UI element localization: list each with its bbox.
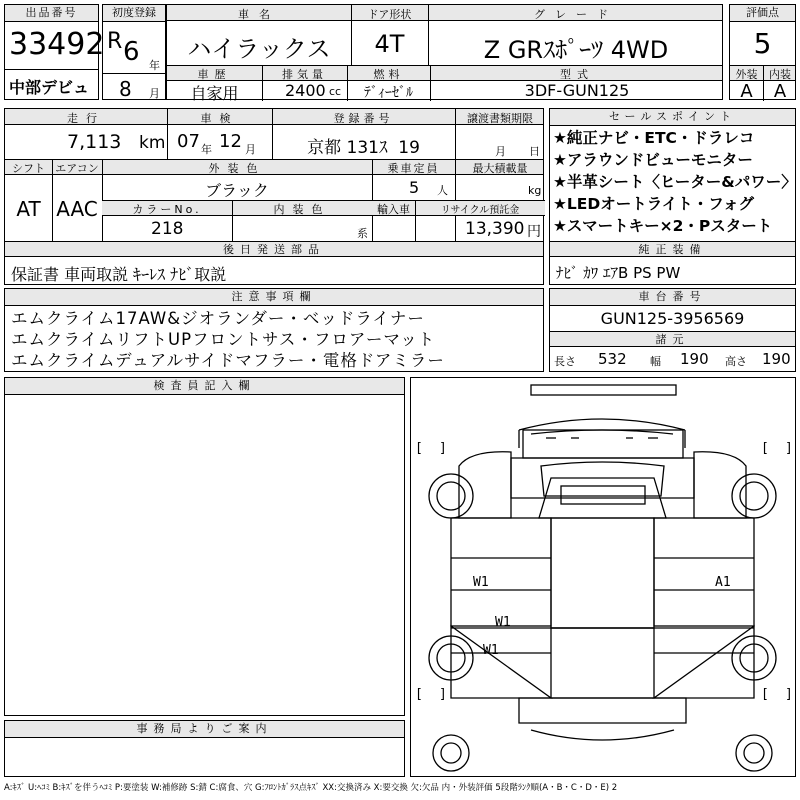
door-label: ドア形状	[367, 8, 412, 21]
bracket-right-bottom: [	[761, 687, 769, 702]
mileage-label: 走行	[67, 112, 105, 125]
interior-grade: A	[773, 81, 787, 102]
inspection-year: 07	[177, 131, 200, 152]
color-label: 外装色	[208, 162, 266, 175]
length-label: 長さ	[554, 355, 576, 368]
later-docs-label: 後日発送部品	[5, 242, 543, 257]
lot-number-label: 出品番号	[5, 5, 98, 22]
model: 3DF-GUN125	[524, 81, 630, 100]
score: 5	[753, 27, 772, 60]
first-registration-block	[102, 4, 166, 100]
shift-label: シフト	[12, 162, 45, 175]
displacement-unit: cc	[329, 85, 342, 98]
color-no-label: カラーNo.	[132, 203, 202, 216]
equipment: ﾅﾋﾞ ｶﾜ ｴｱB PS PW	[556, 264, 681, 282]
aircon: AAC	[56, 197, 98, 221]
exterior-color: ブラック	[205, 181, 269, 200]
dims-label: 諸元	[550, 332, 795, 347]
note-line-1: エムクライム17AW&ジオランダー・ベッドライナー	[11, 309, 425, 328]
bracket-right-top-close: ]	[785, 441, 793, 456]
damage-mark-w1-rear-left: W1	[483, 643, 499, 658]
month-value: 8	[119, 77, 132, 101]
displacement: 2400	[285, 81, 326, 100]
chassis-block	[549, 288, 796, 372]
bracket-left-top-close: ]	[439, 441, 447, 456]
bracket-right-top: [	[761, 441, 769, 456]
sales-points-label: セールスポイント	[550, 109, 795, 126]
load-label: 最大積載量	[472, 162, 528, 175]
inspection-label: 車検	[200, 112, 239, 125]
interior-color-label: 内装色	[273, 203, 331, 216]
recycle-fee: 13,390	[465, 219, 525, 239]
recycle-label: リサイクル預託金	[440, 205, 520, 216]
sales-point-2: ★アラウンドビューモニター	[553, 151, 753, 169]
lot-number-block	[4, 4, 105, 100]
debut-label: 中部デビュ	[9, 78, 90, 97]
width-label: 幅	[650, 355, 661, 368]
interior-color-unit: 系	[357, 227, 368, 240]
fuel-label: 燃料	[373, 68, 404, 81]
model-label: 型式	[560, 68, 594, 81]
transfer-day-unit: 日	[529, 145, 540, 158]
interior-label: 内装	[769, 68, 791, 81]
note-line-3: エムクライムデュアルサイドマフラー・電格ドアミラー	[11, 351, 445, 370]
recycle-fee-unit: 円	[527, 224, 541, 240]
vehicle-diagram-block	[410, 377, 796, 777]
length: 532	[598, 350, 627, 368]
vehicle-info-block	[166, 4, 723, 103]
transfer-label: 譲渡書類期限	[467, 112, 533, 125]
inspector-label: 検査員記入欄	[5, 378, 404, 395]
chassis-label: 車台番号	[550, 289, 795, 306]
equipment-label: 純正装備	[550, 242, 795, 257]
chassis-number: GUN125-3956569	[600, 309, 745, 328]
exterior-label: 外装	[735, 68, 758, 81]
capacity-unit: 人	[437, 184, 448, 197]
month-unit: 月	[149, 87, 160, 100]
capacity-label: 乗車定員	[387, 162, 440, 175]
height-label: 高さ	[725, 355, 747, 368]
capacity: 5	[409, 178, 420, 197]
detail-block	[4, 108, 544, 285]
exterior-grade: A	[740, 81, 753, 102]
fuel: ﾃﾞｨｰｾﾞﾙ	[364, 85, 413, 101]
mileage-unit: km	[139, 133, 166, 153]
grade-label: グレード	[534, 8, 618, 21]
vehicle-diagram	[411, 378, 794, 775]
sales-point-1: ★純正ナビ・ETC・ドラレコ	[553, 129, 755, 147]
lot-number: 33492	[9, 27, 105, 62]
bracket-left-top: [	[415, 441, 423, 456]
office-block	[4, 720, 405, 777]
inspector-block	[4, 377, 405, 716]
damage-mark-w1-left-door: W1	[473, 575, 489, 590]
damage-mark-w1-center: W1	[495, 615, 511, 630]
mileage: 7,113	[67, 131, 122, 153]
door-shape: 4T	[374, 30, 405, 58]
load-unit: kg	[528, 184, 542, 197]
damage-mark-a1-right-door: A1	[715, 575, 731, 590]
plate-number: 京都 131ｽ 19	[307, 138, 420, 158]
sales-point-4: ★LEDオートライト・フォグ	[553, 195, 754, 213]
import-label: 輸入車	[377, 203, 410, 216]
shift: AT	[16, 197, 41, 221]
notes-block	[4, 288, 544, 372]
height: 190	[762, 350, 791, 368]
first-registration-label: 初度登録	[103, 5, 165, 22]
history-label: 車歴	[197, 68, 232, 81]
history: 自家用	[190, 84, 239, 103]
score-block	[729, 4, 796, 100]
score-label: 評価点	[730, 5, 795, 22]
notes-label: 注意事項欄	[5, 289, 543, 306]
inspection-month-unit: 月	[245, 143, 256, 156]
year-value: 6	[123, 37, 140, 67]
grade: Z GRｽﾎﾟｰﾂ 4WD	[483, 36, 669, 64]
inspection-year-unit: 年	[201, 143, 212, 156]
office-label: 事務局よりご案内	[5, 721, 404, 738]
sales-points-block	[549, 108, 796, 285]
car-name-label: 車名	[238, 8, 280, 21]
car-name: ハイラックス	[187, 35, 331, 63]
bracket-left-bottom-close: ]	[439, 687, 447, 702]
later-docs: 保証書 車両取説 ｷｰﾚｽ ﾅﾋﾞ取説	[11, 265, 227, 284]
displacement-label: 排気量	[282, 68, 327, 81]
plate-label: 登録番号	[333, 112, 394, 125]
color-number: 218	[151, 219, 184, 239]
legend: A:ｷｽﾞ U:ﾍｺﾐ B:ｷｽﾞを伴うﾍｺﾐ P:要塗装 W:補修跡 S:錆 C:腐食、穴 G:ﾌﾛﾝﾄｶﾞﾗｽ点ｷｽﾞ XX:交換済み X:要交換 欠:欠品 内・外装評価 5段階ﾗﾝｸ順(A・B・C・D・E) 2	[4, 783, 618, 793]
inspection-month: 12	[219, 131, 242, 152]
transfer-month-unit: 月	[495, 145, 506, 158]
bracket-left-bottom: [	[415, 687, 423, 702]
aircon-label: エアコン	[55, 162, 99, 175]
note-line-2: エムクライムリフトUPフロントサス・フロアーマット	[11, 330, 436, 349]
sales-point-5: ★スマートキー×2・Pスタート	[553, 217, 773, 235]
era-label: R	[107, 29, 123, 54]
year-unit: 年	[149, 59, 160, 72]
width: 190	[680, 350, 709, 368]
sales-point-3: ★半革シート〈ヒーター&パワー〉	[553, 173, 797, 191]
bracket-right-bottom-close: ]	[785, 687, 793, 702]
